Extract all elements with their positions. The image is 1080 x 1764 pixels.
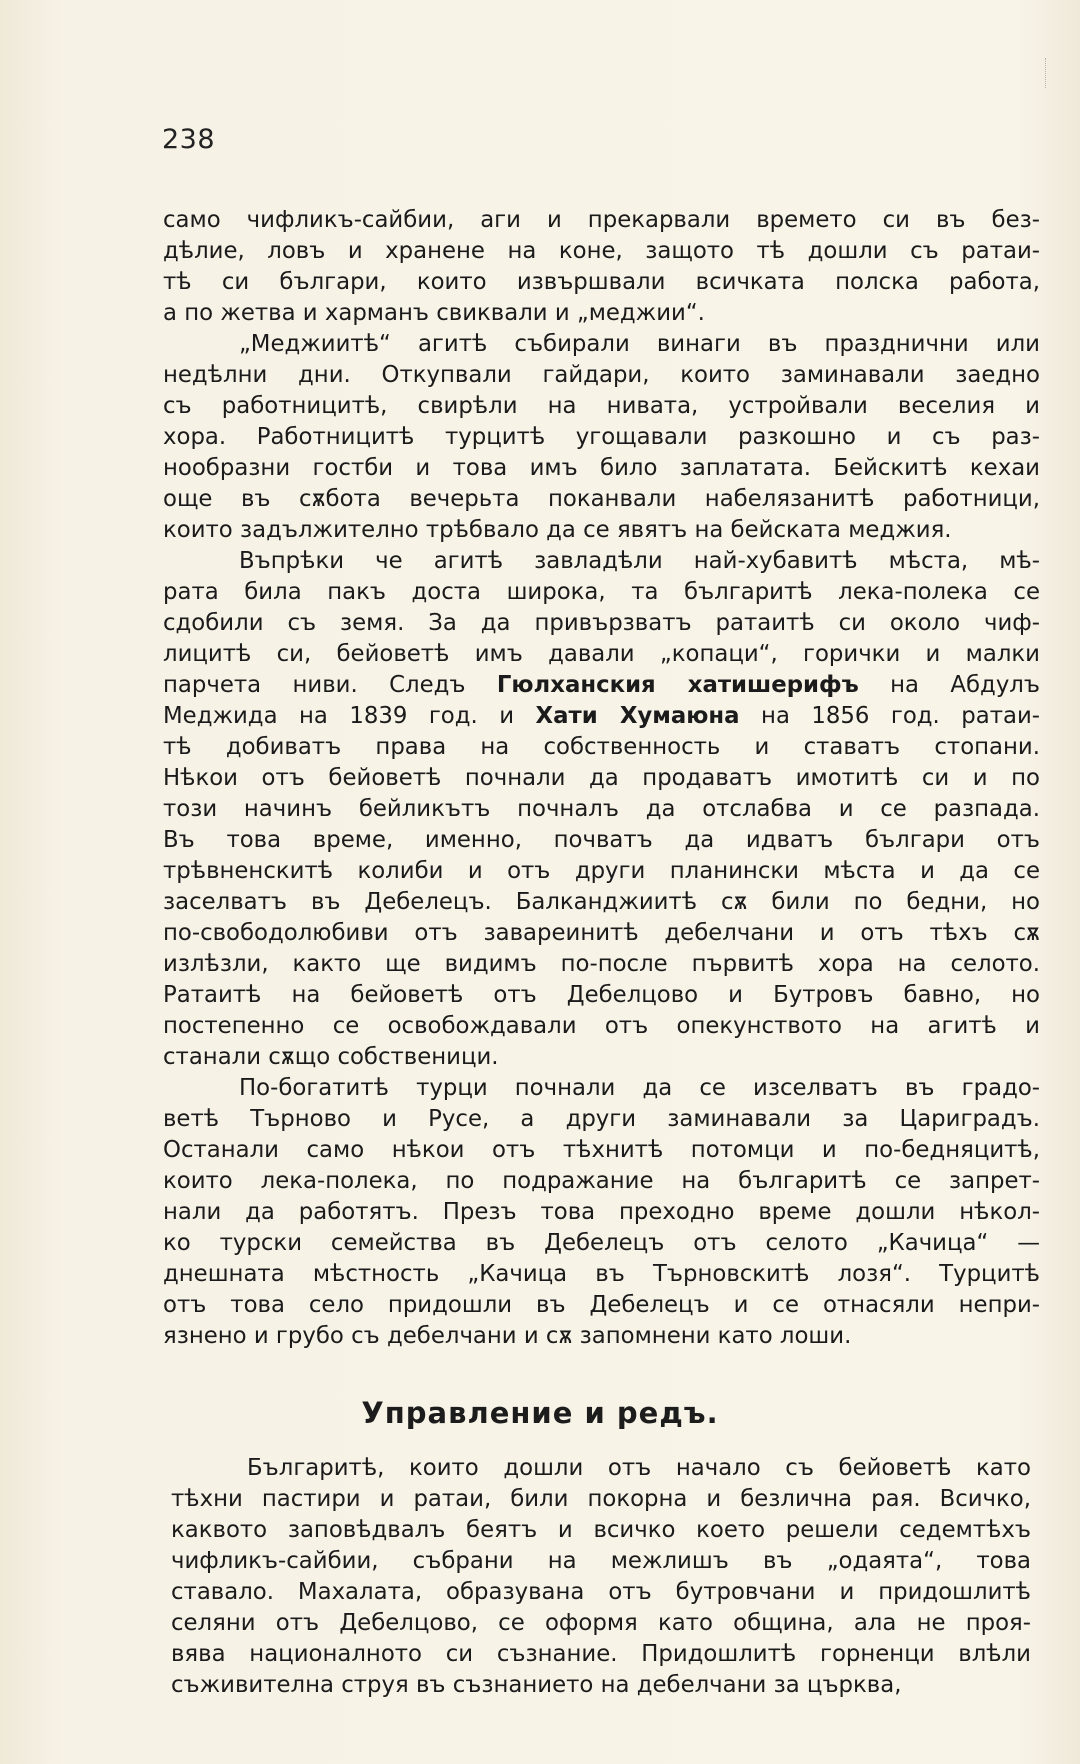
text-segment: само чифликъ-сайбии, аги и прекарвали времето си въ без-: [163, 207, 1040, 233]
text-line: [171, 1546, 1031, 1577]
text-line: [163, 1290, 1040, 1321]
text-line: [163, 763, 1040, 794]
text-line: [163, 1228, 1040, 1259]
text-segment: тѣхни пастири и ратаи, били покорна и безлична рая. Всичко,: [171, 1486, 1031, 1512]
text-segment: тѣ добиватъ права на собственность и ставатъ стопани.: [163, 734, 1040, 760]
text-segment: парчета ниви. Следъ: [163, 672, 497, 698]
bold-text: Гюлханския хатишерифъ: [496, 672, 859, 698]
text-line: [163, 1166, 1040, 1197]
text-line: [163, 825, 1040, 856]
text-segment: сдобили съ земя. За да привързватъ ратаитѣ си около чиф-: [163, 610, 1040, 636]
text-segment: станали сѫщо собственици.: [163, 1044, 499, 1070]
text-line: [163, 1197, 1040, 1228]
page-edge-mark: [1045, 58, 1054, 88]
text-segment: днешната мѣстность „Качица въ Търновскитѣ лозя“. Турцитѣ: [163, 1261, 1040, 1287]
text-segment: селяни отъ Дебелцово, се оформя като община, ала не проя-: [171, 1610, 1031, 1636]
text-line: [163, 267, 1040, 298]
text-line: [163, 236, 1040, 267]
text-line: [163, 608, 1040, 639]
text-segment: Въ това време, именно, почватъ да идватъ българи отъ: [163, 827, 1040, 853]
text-segment: трѣвненскитѣ колиби и отъ други планински мѣста и да се: [163, 858, 1040, 884]
text-line: [163, 670, 1040, 701]
text-segment: отъ това село придошли въ Дебелецъ и се отнасяли непри-: [163, 1292, 1040, 1318]
text-segment: на Абдулъ: [858, 672, 1040, 698]
text-segment: Българитѣ, които дошли отъ начало съ бейоветѣ като: [247, 1455, 1031, 1481]
section-heading: Управление и редъ.: [361, 1396, 719, 1430]
text-line: [163, 949, 1040, 980]
text-segment: ветѣ Търново и Русе, а други заминавали за Цариградъ.: [163, 1106, 1040, 1132]
text-segment: Останали само нѣкои отъ тѣхнитѣ потомци и по-бедняцитѣ,: [163, 1137, 1040, 1163]
paragraph: [163, 1073, 1040, 1352]
text-line: [163, 515, 1040, 546]
text-segment: които задължително трѣбвало да се явятъ на бейската меджия.: [163, 517, 952, 543]
text-segment: чифликъ-сайбии, събрани на межлишъ въ „одаята“, това: [171, 1548, 1031, 1574]
text-segment: съживителна струя въ съзнанието на дебелчани за църква,: [171, 1672, 902, 1698]
text-line: [171, 1639, 1031, 1670]
text-line: [163, 980, 1040, 1011]
text-line: [163, 887, 1040, 918]
text-line: [163, 1104, 1040, 1135]
text-segment: този начинъ бейликътъ почналъ да отслабва и се разпада.: [163, 796, 1040, 822]
text-segment: Нѣкои отъ бейоветѣ почнали да продаватъ имотитѣ си и по: [163, 765, 1040, 791]
text-segment: ко турски семейства въ Дебелецъ отъ селото „Качица“ —: [163, 1230, 1040, 1256]
text-segment: хора. Работницитѣ турцитѣ угощавали разкошно и съ раз-: [163, 424, 1040, 450]
main-text-block: [163, 205, 1040, 1352]
text-line: [163, 1321, 1040, 1352]
text-segment: нали да работятъ. Презъ това преходно време дошли нѣкол-: [163, 1199, 1040, 1225]
paragraph: [171, 1453, 1031, 1701]
text-segment: лицитѣ си, бейоветѣ имъ давали „копаци“, горички и малки: [163, 641, 1040, 667]
text-line: [163, 391, 1040, 422]
text-line: [163, 1011, 1040, 1042]
text-line: [171, 1515, 1031, 1546]
text-segment: Меджида на 1839 год. и: [163, 703, 536, 729]
text-segment: дѣлие, ловъ и хранене на коне, защото тѣ дошли съ ратаи-: [163, 238, 1040, 264]
text-line: [171, 1608, 1031, 1639]
section-text-block: [171, 1453, 1031, 1701]
text-line: [163, 484, 1040, 515]
text-line: [171, 1577, 1031, 1608]
text-segment: още въ сѫбота вечерьта поканвали набелязанитѣ работници,: [163, 486, 1040, 512]
text-line: [163, 794, 1040, 825]
text-segment: а по жетва и харманъ свиквали и „меджии“.: [163, 300, 705, 326]
text-segment: каквото заповѣдвалъ беятъ и всичко което решели седемтѣхъ: [171, 1517, 1031, 1543]
text-segment: заселватъ въ Дебелецъ. Балканджиитѣ сѫ били по бедни, но: [163, 889, 1040, 915]
text-line: [163, 422, 1040, 453]
text-line: [163, 639, 1040, 670]
text-segment: постепенно се освобождавали отъ опекунството на агитѣ и: [163, 1013, 1040, 1039]
text-line: [163, 546, 1040, 577]
text-line: [171, 1453, 1031, 1484]
page-number: 238: [162, 124, 216, 155]
text-segment: на 1856 год. ратаи-: [739, 703, 1040, 729]
text-line: [163, 856, 1040, 887]
text-line: [163, 732, 1040, 763]
text-segment: Въпрѣки че агитѣ завладѣли най-хубавитѣ мѣста, мѣ-: [239, 548, 1040, 574]
text-segment: Ратаитѣ на бейоветѣ отъ Дебелцово и Бутровъ бавно, но: [163, 982, 1040, 1008]
text-segment: ставало. Махалата, образувана отъ бутровчани и придошлитѣ: [171, 1579, 1031, 1605]
text-segment: по-свободолюбиви отъ завареинитѣ дебелчани и отъ тѣхъ сѫ: [163, 920, 1040, 946]
paragraph: [163, 205, 1040, 329]
text-segment: По-богатитѣ турци почнали да се изселватъ въ градо-: [239, 1075, 1040, 1101]
text-line: [163, 1073, 1040, 1104]
text-segment: вява националното си съзнание. Придошлитѣ горненци влѣли: [171, 1641, 1031, 1667]
text-line: [163, 701, 1040, 732]
text-line: [163, 1042, 1040, 1073]
paragraph: [163, 546, 1040, 1073]
text-line: [163, 918, 1040, 949]
text-line: [163, 577, 1040, 608]
text-line: [163, 1135, 1040, 1166]
text-segment: недѣлни дни. Откупвали гайдари, които заминавали заедно: [163, 362, 1040, 388]
text-line: [163, 298, 1040, 329]
text-line: [163, 329, 1040, 360]
text-line: [163, 453, 1040, 484]
text-line: [163, 1259, 1040, 1290]
bold-text: Хати Хумаюна: [535, 703, 740, 729]
text-segment: рата била пакъ доста широка, та българитѣ лека-полека се: [163, 579, 1040, 605]
text-segment: които лека-полека, по подражание на българитѣ се запрет-: [163, 1168, 1040, 1194]
text-segment: нообразни гостби и това имъ било заплатата. Бейскитѣ кехаи: [163, 455, 1040, 481]
text-segment: излѣзли, както ще видимъ по-после първитѣ хора на селото.: [163, 951, 1040, 977]
paragraph: [163, 329, 1040, 546]
text-segment: съ работницитѣ, свирѣли на нивата, устройвали веселия и: [163, 393, 1040, 419]
text-line: [163, 205, 1040, 236]
text-line: [171, 1484, 1031, 1515]
text-segment: язнено и грубо съ дебелчани и сѫ запомнени като лоши.: [163, 1323, 852, 1349]
text-segment: тѣ си българи, които извършвали всичката полска работа,: [163, 269, 1040, 295]
text-line: [163, 360, 1040, 391]
text-segment: „Меджиитѣ“ агитѣ събирали винаги въ празднични или: [239, 331, 1040, 357]
text-line: [171, 1670, 1031, 1701]
